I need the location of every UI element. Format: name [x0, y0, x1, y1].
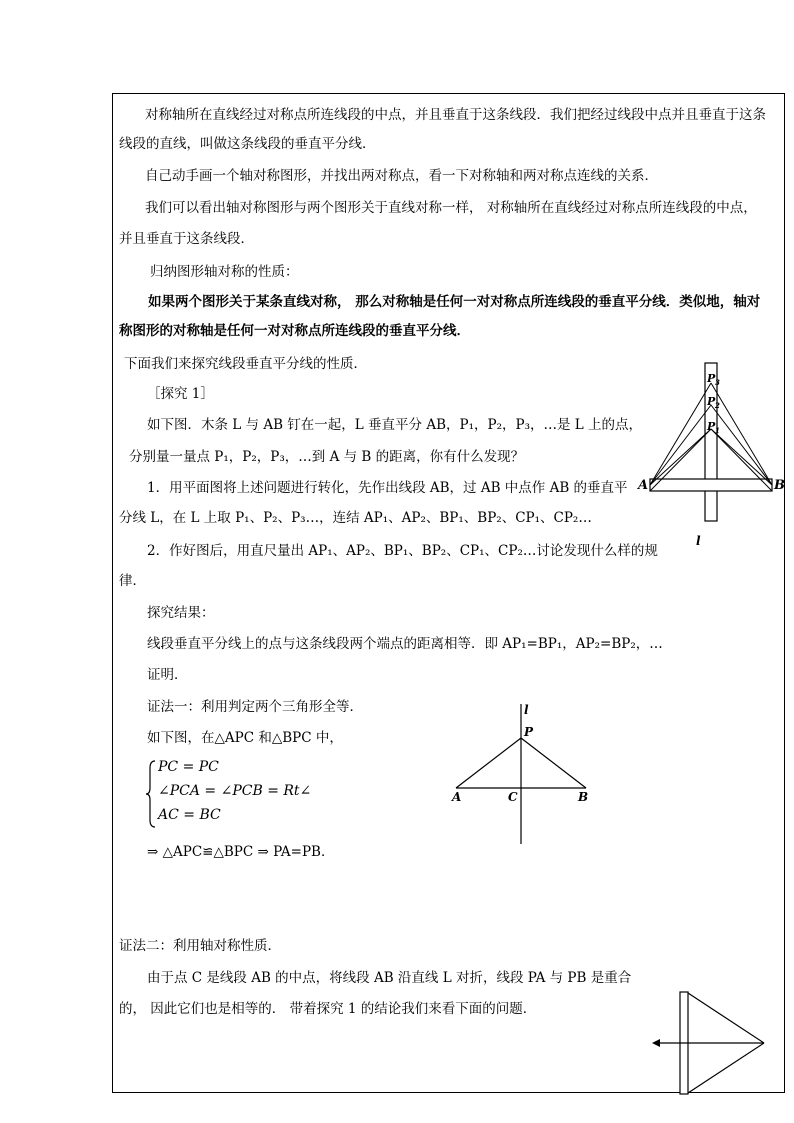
section-heading: 归纳图形轴对称的性质： [150, 264, 299, 280]
paragraph-line: 的， 因此它们也是相等的． 带着探究 1 的结论我们来看下面的问题． [119, 1001, 537, 1017]
equation-line: AC = BC [158, 807, 221, 823]
paragraph-line: 自己动手画一个轴对称图形，并找出两对称点，看一下对称轴和两对称点连线的关系． [145, 168, 658, 184]
equation-line: PC = PC [158, 759, 219, 775]
label-p3: P [707, 372, 716, 385]
figure-triangle-apb [446, 700, 596, 850]
label-l: l [696, 534, 701, 548]
paragraph-line: 证明． [147, 667, 188, 683]
paragraph-line: 1．用平面图将上述问题进行转化，先作出线段 AB，过 AB 中点作 AB 的垂直平 [147, 480, 628, 496]
label-l: l [524, 703, 529, 717]
label-b: B [774, 478, 785, 493]
label-c: C [508, 790, 518, 804]
label-p1-sub: 1 [715, 426, 720, 435]
system-brace [146, 760, 156, 828]
paragraph-line: 证法二：利用轴对称性质． [119, 938, 281, 954]
paragraph-line: 线段的直线，叫做这条线段的垂直平分线． [119, 136, 376, 152]
theorem-line: 称图形的对称轴是任何一对对称点所连线段的垂直平分线． [119, 323, 470, 339]
label-p2-sub: 2 [715, 401, 720, 410]
label-p: P [524, 725, 534, 739]
label-b: B [578, 790, 589, 804]
paragraph-line: 分线 L，在 L 上取 P₁、P₂、P₃…，连结 AP₁、AP₂、BP₁、BP₂、CP₁、CP₂… [119, 510, 592, 526]
label-p2: P [707, 395, 716, 408]
paragraph-line: 线段垂直平分线上的点与这条线段两个端点的距离相等．即 AP₁=BP₁，AP₂=BP₂，… [147, 636, 663, 652]
paragraph-line: 分别量一量点 P₁，P₂，P₃，…到 A 与 B 的距离，你有什么发现？ [129, 449, 525, 465]
paragraph-line: 下面我们来探究线段垂直平分线的性质． [124, 356, 367, 372]
paragraph-line: 并且垂直于这条线段． [119, 231, 254, 247]
figure-stick-perpendicular-bisector [636, 355, 790, 555]
paragraph-line: 对称轴所在直线经过对称点所连线段的中点，并且垂直于这条线段．我们把经过线段中点并且垂直于这条 [145, 107, 766, 123]
conclusion-line: ⇒ △APC≌△BPC ⇒ PA=PB． [147, 844, 335, 860]
paragraph-line: 由于点 C 是线段 AB 的中点，将线段 AB 沿直线 L 对折，线段 PA 与 PB 是重合 [147, 970, 632, 986]
equation-line: ∠PCA = ∠PCB = Rt∠ [158, 783, 312, 799]
paragraph-line: 如下图．木条 L 与 AB 钉在一起，L 垂直平分 AB，P₁，P₂，P₃，…是 L 上的点， [147, 417, 643, 433]
arrow-left-icon [652, 1039, 660, 1047]
figure-fold-triangle [648, 990, 768, 1098]
exploration-heading: ［探究 1］ [147, 386, 214, 402]
paragraph-line: 律． [119, 573, 146, 589]
label-p3-sub: 3 [715, 378, 720, 387]
label-a: A [638, 478, 649, 493]
theorem-line: 如果两个图形关于某条直线对称， 那么对称轴是任何一对对称点所连线段的垂直平分线．类似地，轴对 [148, 294, 761, 310]
paragraph-line: 探究结果： [147, 605, 215, 621]
paragraph-line: 如下图，在△APC 和△BPC 中， [147, 730, 343, 746]
label-a: A [452, 790, 462, 804]
paragraph-line: 2．作好图后，用直尺量出 AP₁、AP₂、BP₁、BP₂、CP₁、CP₂…讨论发现什么样的规 [147, 543, 658, 559]
label-p1: P [707, 420, 716, 433]
paragraph-line: 证法一：利用判定两个三角形全等． [147, 699, 363, 715]
paragraph-line: 我们可以看出轴对称图形与两个图形关于直线对称一样， 对称轴所在直线经过对称点所连线段的中点， [145, 200, 757, 216]
